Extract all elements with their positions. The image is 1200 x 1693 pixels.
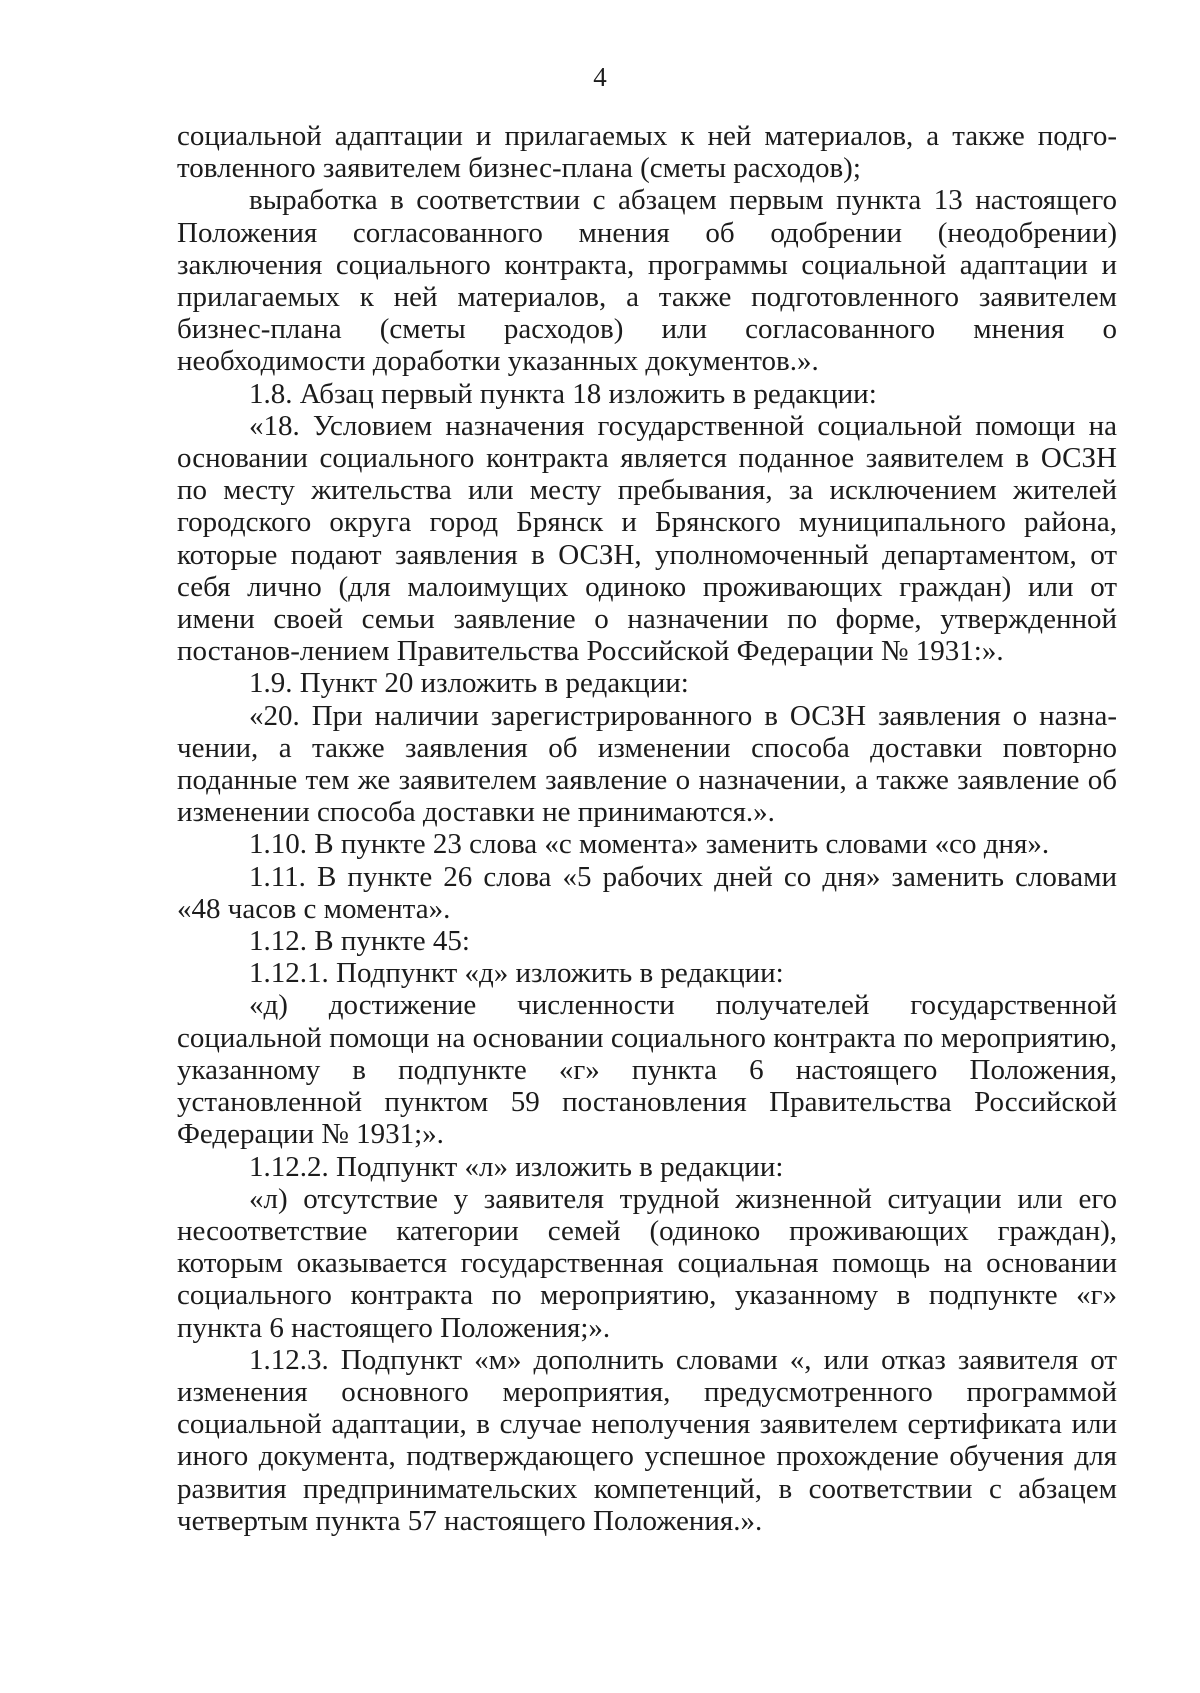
paragraph-6: «20. При наличии зарегистрированного в ОСЗН заявления о назна-чении, а также заявления об изменении способа доставки повторно поданные тем же заявителем заявление о назначении, а также заявление об изменении способа доставки не принимаются.».: [177, 699, 1117, 829]
paragraph-13: «л) отсутствие у заявителя трудной жизненной ситуации или его несоответствие категории семей (одиноко проживающих граждан), которым оказывается государственная социальная помощь на основании социального контракта по мероприятию, указанному в подпункте «г» пункта 6 настоящего Положения;».: [177, 1182, 1117, 1344]
document-body: [177, 120, 1117, 1537]
paragraph-10: 1.12.1. Подпункт «д» изложить в редакции:: [249, 957, 784, 990]
paragraph-3: 1.8. Абзац первый пункта 18 изложить в редакции:: [249, 377, 877, 410]
paragraph-8: 1.11. В пункте 26 слова «5 рабочих дней со дня» заменить словами «48 часов с момента».: [177, 860, 1117, 925]
page-number: 4: [593, 62, 607, 92]
paragraph-7: 1.10. В пункте 23 слова «с момента» заменить словами «со дня».: [249, 828, 1050, 861]
paragraph-12: 1.12.2. Подпункт «л» изложить в редакции:: [249, 1150, 784, 1183]
paragraph-9: 1.12. В пункте 45:: [249, 925, 470, 958]
paragraph-1: социальной адаптации и прилагаемых к ней материалов, а также подго-товленного заявителем бизнес-плана (сметы расходов);: [177, 120, 1117, 185]
paragraph-5: 1.9. Пункт 20 изложить в редакции:: [249, 667, 689, 700]
paragraph-2: выработка в соответствии с абзацем первым пункта 13 настоящего Положения согласованного мнения об одобрении (неодобрении) заключения социального контракта, программы социальной адаптации и прилагаемых к ней материалов, а также подготовленного заявителем бизнес-плана (сметы расходов) или согласованного мнения о необходимости доработки указанных документов.».: [177, 184, 1117, 378]
paragraph-4: «18. Условием назначения государственной социальной помощи на основании социального контракта является поданное заявителем в ОСЗН по месту жительства или месту пребывания, за исключением жителей городского округа город Брянск и Брянского муниципального района, которые подают заявления в ОСЗН, уполномоченный департаментом, от себя лично (для малоимущих одиноко проживающих граждан) или от имени своей семьи заявление о назначении по форме, утвержденной постанов-лением Правительства Российской Федерации № 1931:».: [177, 409, 1117, 668]
paragraph-11: «д) достижение численности получателей государственной социальной помощи на основании социального контракта по мероприятию, указанному в подпункте «г» пункта 6 настоящего Положения, установленной пунктом 59 постановления Правительства Российской Федерации № 1931;».: [177, 989, 1117, 1151]
paragraph-14: 1.12.3. Подпункт «м» дополнить словами «, или отказ заявителя от изменения основного мероприятия, предусмотренного программой социальной адаптации, в случае неполучения заявителем сертификата или иного документа, подтверждающего успешное прохождение обучения для развития предпринимательских компетенций, в соответствии с абзацем четвертым пункта 57 настоящего Положения.».: [177, 1343, 1117, 1537]
